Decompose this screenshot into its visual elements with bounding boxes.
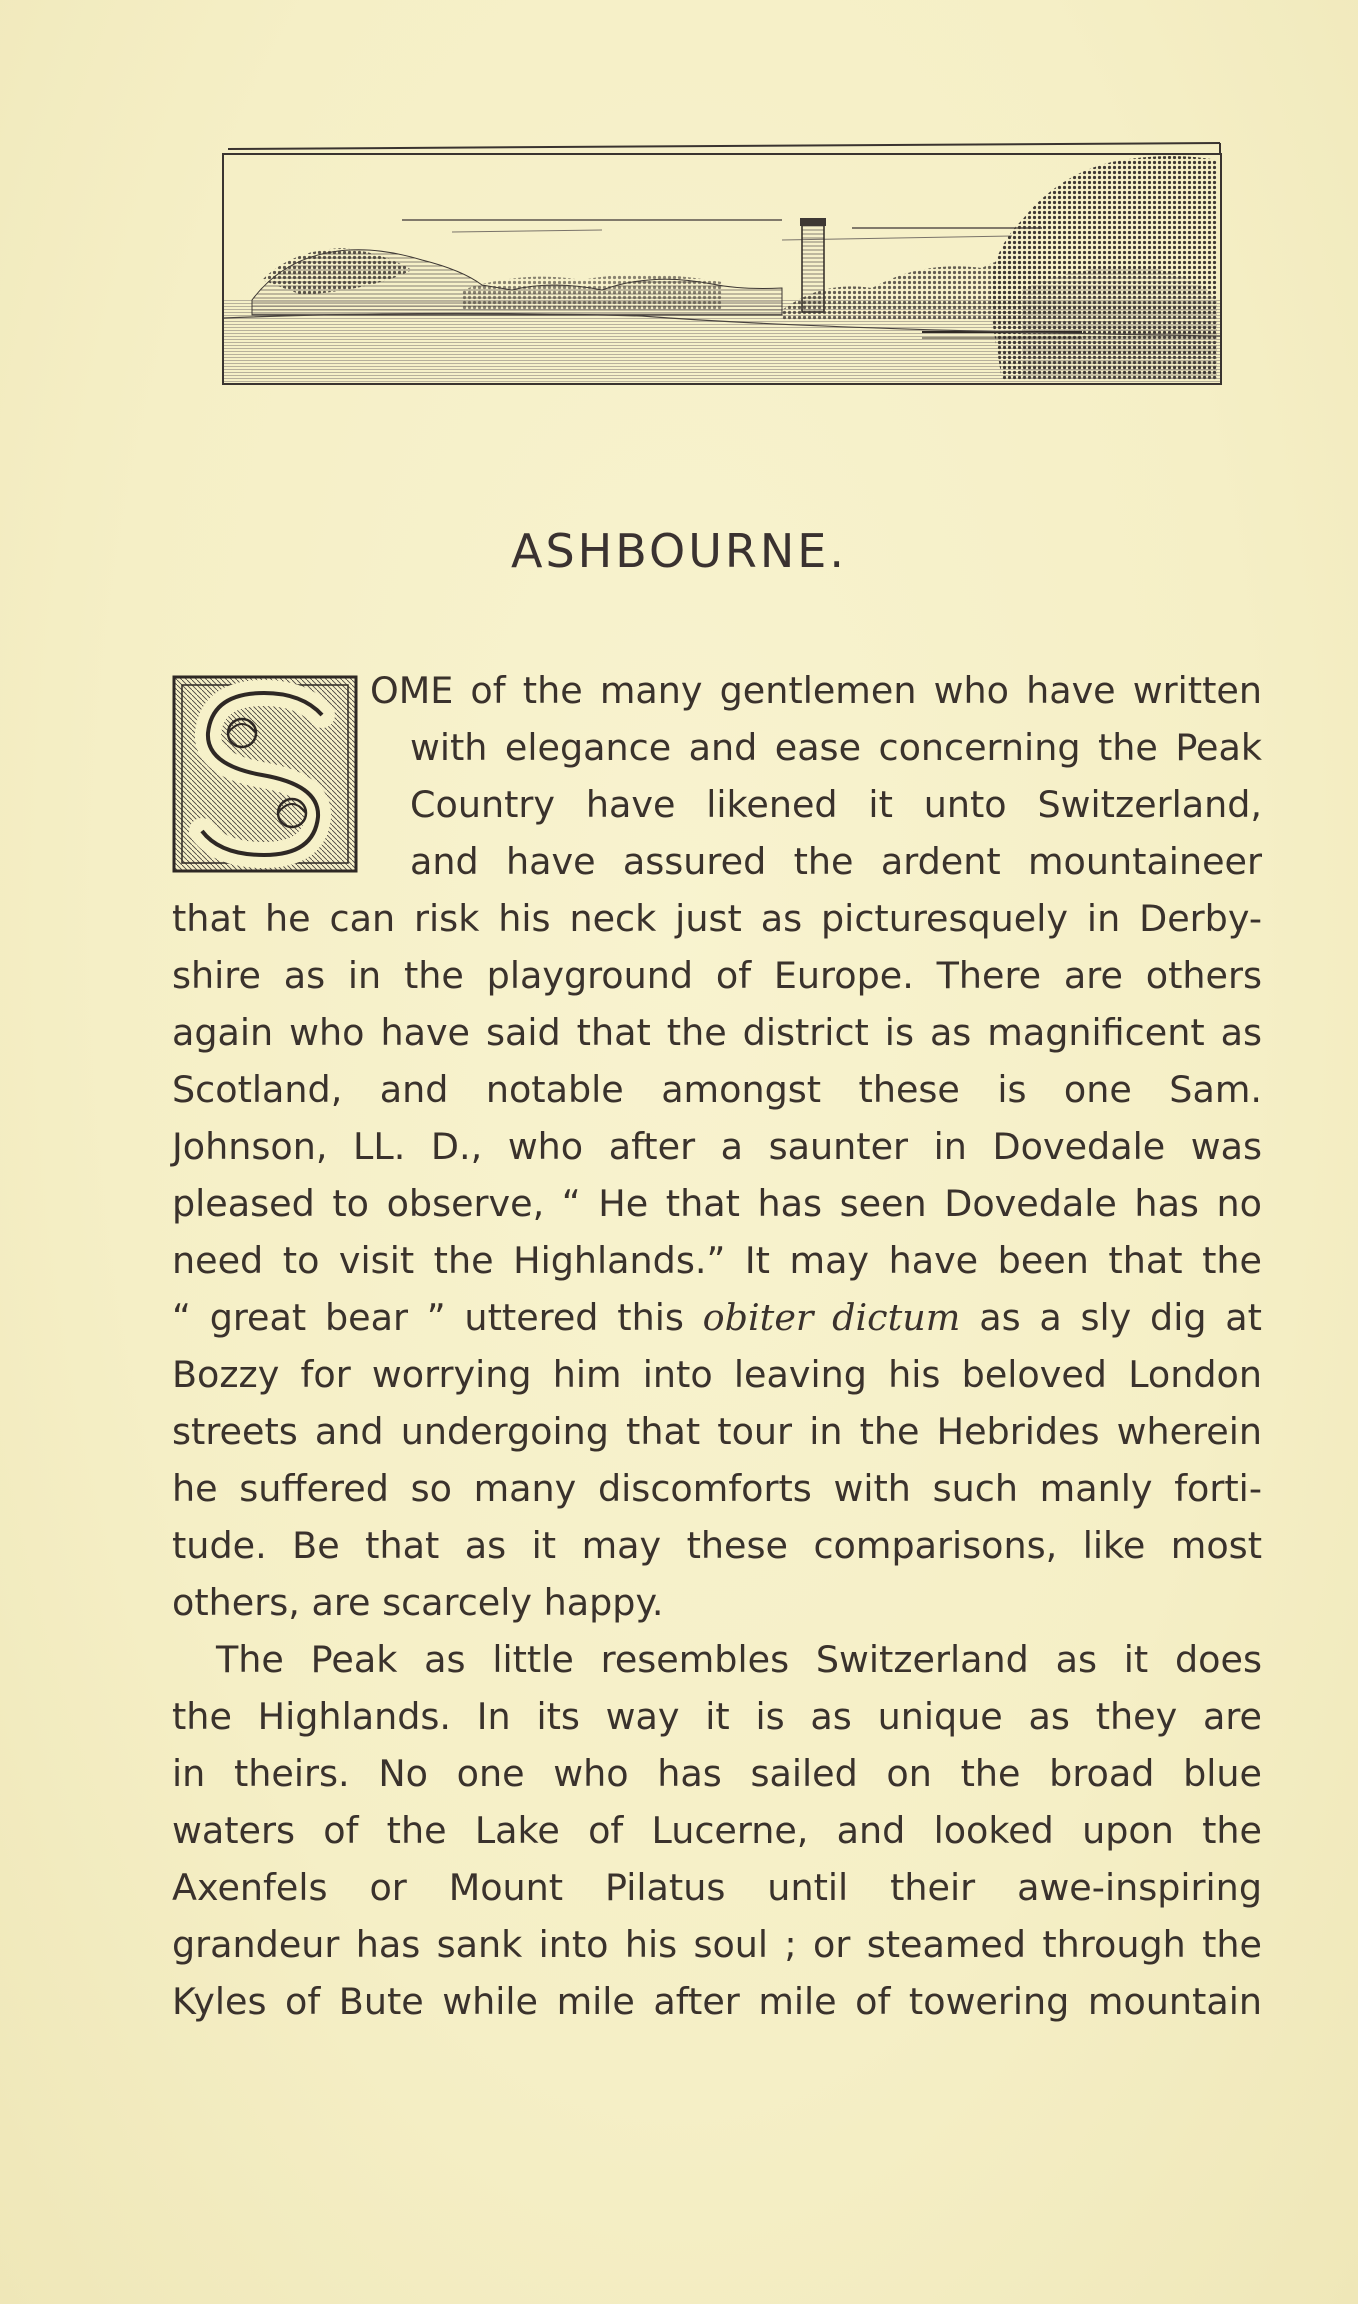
landscape-illustration xyxy=(222,140,1224,386)
text-line: pleased to observe, “ He that has seen Dovedale has no xyxy=(172,1182,1262,1225)
text-line: that he can risk his neck just as picturesquely in Derby- xyxy=(172,897,1262,940)
text-line: with elegance and ease concerning the Peak xyxy=(410,726,1262,769)
text-line-with-italic xyxy=(172,1289,1262,1346)
chapter-title: ASHBOURNE. xyxy=(511,524,847,578)
text-line: the Highlands. In its way it is as unique as they are xyxy=(172,1695,1262,1738)
text-line: Country have likened it unto Switzerland, xyxy=(410,783,1262,826)
text-line: in theirs. No one who has sailed on the broad blue xyxy=(172,1752,1262,1795)
text-fragment: “ great bear ” uttered this xyxy=(172,1296,684,1339)
body-text xyxy=(172,662,1262,2030)
text-line: again who have said that the district is as magnificent as xyxy=(172,1011,1262,1054)
text-line: need to visit the Highlands.” It may have been that the xyxy=(172,1239,1262,1282)
text-line: tude. Be that as it may these comparisons, like most xyxy=(172,1524,1262,1567)
text-line: shire as in the playground of Europe. There are others xyxy=(172,954,1262,997)
text-line: Johnson, LL. D., who after a saunter in Dovedale was xyxy=(172,1125,1262,1168)
text-line: Scotland, and notable amongst these is one Sam. xyxy=(172,1068,1262,1111)
header-landscape-engraving xyxy=(222,140,1224,386)
paragraph-1 xyxy=(172,662,1262,1631)
italic-phrase: obiter dictum xyxy=(702,1296,961,1339)
text-line: he suffered so many discomforts with such manly forti- xyxy=(172,1467,1262,1510)
text-line: The Peak as little resembles Switzerland as it does xyxy=(216,1638,1262,1681)
text-line: OME of the many gentlemen who have written xyxy=(370,669,1262,712)
text-line: Axenfels or Mount Pilatus until their awe-inspiring xyxy=(172,1866,1262,1909)
text-fragment: as a sly dig at xyxy=(979,1296,1262,1339)
text-line: streets and undergoing that tour in the Hebrides wherein xyxy=(172,1410,1262,1453)
paragraph-2 xyxy=(172,1631,1262,2030)
text-line: Kyles of Bute while mile after mile of towering mountain xyxy=(172,1980,1262,2023)
text-line: and have assured the ardent mountaineer xyxy=(410,840,1262,883)
text-line: Bozzy for worrying him into leaving his beloved London xyxy=(172,1353,1262,1396)
text-line: grandeur has sank into his soul ; or steamed through the xyxy=(172,1923,1262,1966)
text-line: waters of the Lake of Lucerne, and looked upon the xyxy=(172,1809,1262,1852)
text-line: others, are scarcely happy. xyxy=(172,1581,664,1624)
